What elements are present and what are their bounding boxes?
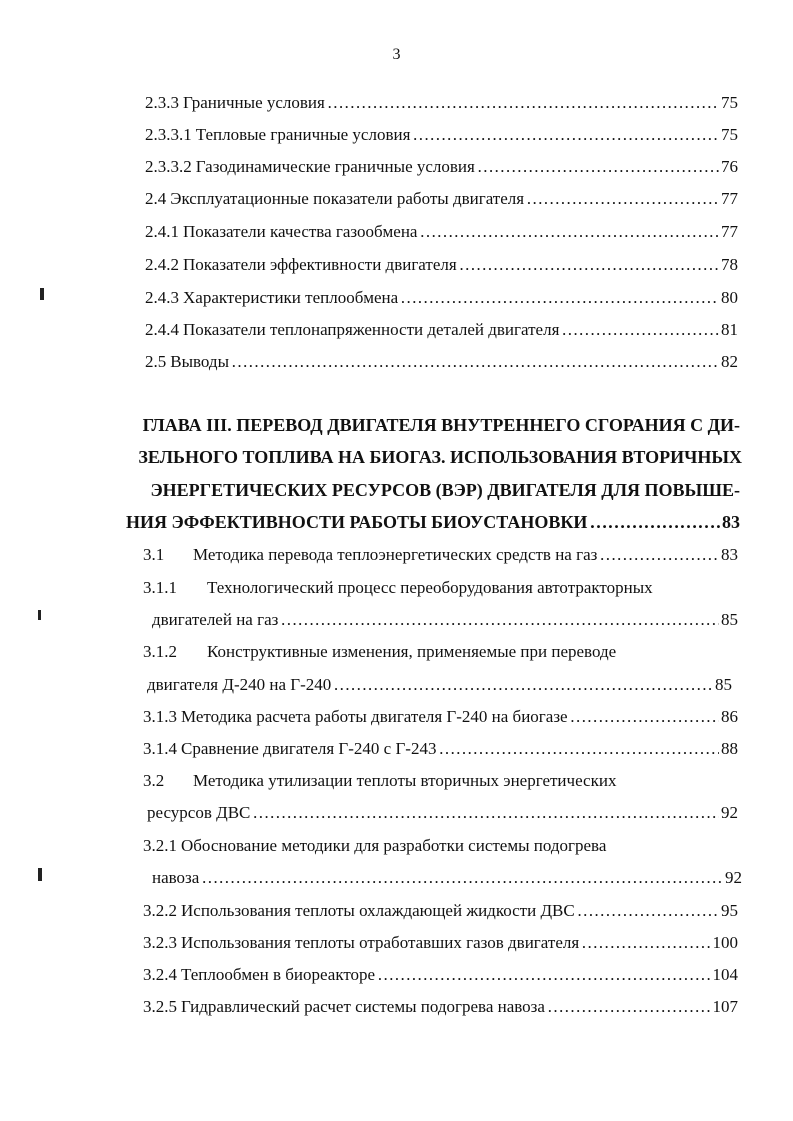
entry-page-number: 92 bbox=[725, 868, 742, 887]
toc-entry bbox=[148, 609, 738, 631]
dot-leader bbox=[459, 254, 719, 276]
entry-title: Конструктивные изменения, применяемые при переводе bbox=[207, 642, 617, 661]
entry-page-number: 75 bbox=[721, 93, 738, 112]
entry-number: 2.3.3.1 bbox=[145, 125, 192, 144]
entry-number: 3.2.1 bbox=[143, 836, 177, 855]
toc-entry bbox=[145, 124, 738, 146]
toc-entry bbox=[143, 738, 738, 760]
dot-leader bbox=[438, 738, 719, 760]
entry-number: 3.2 bbox=[143, 771, 165, 790]
toc-entry bbox=[143, 996, 738, 1018]
toc-entry bbox=[143, 706, 738, 728]
entry-number: 2.5 bbox=[145, 352, 167, 371]
entry-number: 3.1 bbox=[143, 545, 165, 564]
dot-leader bbox=[327, 92, 719, 114]
entry-number: 3.1.2 bbox=[143, 642, 177, 661]
entry-page-number: 86 bbox=[721, 707, 738, 726]
entry-title: Сравнение двигателя Г-240 с Г-243 bbox=[181, 739, 437, 758]
dot-leader bbox=[589, 511, 720, 533]
entry-title: Показатели качества газообмена bbox=[183, 222, 418, 241]
toc-entry bbox=[145, 221, 738, 243]
toc-entry bbox=[145, 254, 738, 276]
toc-entry bbox=[143, 964, 738, 986]
entry-title: Газодинамические граничные условия bbox=[195, 157, 475, 176]
dot-leader bbox=[280, 609, 719, 631]
entry-title: Показатели эффективности двигателя bbox=[183, 255, 457, 274]
entry-title: навоза bbox=[152, 868, 200, 887]
scan-artifact bbox=[38, 868, 42, 881]
toc-entry bbox=[145, 92, 738, 114]
dot-leader bbox=[231, 351, 719, 373]
toc-entry bbox=[145, 188, 738, 210]
dot-leader bbox=[581, 932, 710, 954]
dot-leader bbox=[547, 996, 711, 1018]
entry-number: 2.4.4 bbox=[145, 320, 179, 339]
toc-entry bbox=[145, 287, 738, 309]
entry-title: ГЛАВА III. ПЕРЕВОД ДВИГАТЕЛЯ ВНУТРЕННЕГО СГОРАНИЯ С ДИ- bbox=[142, 415, 740, 435]
toc-entry bbox=[143, 544, 738, 566]
entry-title: Гидравлический расчет системы подогрева навоза bbox=[181, 997, 545, 1016]
entry-page-number: 75 bbox=[721, 125, 738, 144]
entry-title: двигателей на газ bbox=[152, 610, 279, 629]
entry-title: Выводы bbox=[170, 352, 230, 371]
entry-number: 3.2.5 bbox=[143, 997, 177, 1016]
toc-entry bbox=[145, 319, 738, 341]
entry-number: 2.4.1 bbox=[145, 222, 179, 241]
toc-entry bbox=[145, 351, 738, 373]
page-number: 3 bbox=[392, 46, 401, 63]
dot-leader bbox=[526, 188, 719, 210]
entry-title: Характеристики теплообмена bbox=[183, 288, 399, 307]
entry-title: Использования теплоты отработавших газов двигателя bbox=[181, 933, 580, 952]
entry-number: 2.3.3.2 bbox=[145, 157, 192, 176]
toc-entry bbox=[145, 156, 738, 178]
entry-number: 2.4 bbox=[145, 189, 167, 208]
toc-entry bbox=[143, 835, 720, 857]
entry-number: 3.2.2 bbox=[143, 901, 177, 920]
entry-title: Технологический процесс переоборудования автотракторных bbox=[207, 578, 653, 597]
entry-page-number: 83 bbox=[722, 512, 740, 532]
chapter-heading-line bbox=[122, 479, 740, 501]
entry-number: 3.1.1 bbox=[143, 578, 177, 597]
toc-entry bbox=[143, 770, 720, 792]
dot-leader bbox=[570, 706, 719, 728]
entry-page-number: 76 bbox=[721, 157, 738, 176]
entry-number: 2.4.3 bbox=[145, 288, 179, 307]
entry-page-number: 82 bbox=[721, 352, 738, 371]
dot-leader bbox=[400, 287, 719, 309]
entry-page-number: 77 bbox=[721, 189, 738, 208]
entry-number: 2.3.3 bbox=[145, 93, 179, 112]
entry-number: 2.4.2 bbox=[145, 255, 179, 274]
scan-artifact bbox=[38, 610, 41, 620]
entry-page-number: 83 bbox=[721, 545, 738, 564]
entry-page-number: 85 bbox=[715, 675, 732, 694]
dot-leader bbox=[599, 544, 719, 566]
entry-number: 3.2.4 bbox=[143, 965, 177, 984]
entry-title: Тепловые граничные условия bbox=[195, 125, 411, 144]
dot-leader bbox=[252, 802, 719, 824]
toc-entry bbox=[143, 674, 732, 696]
entry-title: Использования теплоты охлаждающей жидкости ДВС bbox=[181, 901, 575, 920]
entry-title: Обоснование методики для разработки системы подогрева bbox=[181, 836, 607, 855]
toc-entry bbox=[143, 577, 720, 599]
toc-entry bbox=[148, 867, 742, 889]
entry-title: НИЯ ЭФФЕКТИВНОСТИ РАБОТЫ БИОУСТАНОВКИ bbox=[126, 512, 588, 532]
entry-number: 3.2.3 bbox=[143, 933, 177, 952]
entry-page-number: 88 bbox=[721, 739, 738, 758]
dot-leader bbox=[577, 900, 719, 922]
entry-title: ЗЕЛЬНОГО ТОПЛИВА НА БИОГАЗ. ИСПОЛЬЗОВАНИЯ ВТОРИЧНЫХ bbox=[138, 447, 742, 467]
entry-page-number: 80 bbox=[721, 288, 738, 307]
entry-page-number: 81 bbox=[721, 320, 738, 339]
chapter-heading-line bbox=[122, 446, 742, 468]
dot-leader bbox=[477, 156, 719, 178]
entry-page-number: 78 bbox=[721, 255, 738, 274]
toc-entry bbox=[143, 641, 720, 663]
entry-title: ресурсов ДВС bbox=[147, 803, 251, 822]
dot-leader bbox=[377, 964, 710, 986]
toc-entry bbox=[143, 900, 738, 922]
chapter-heading-line bbox=[122, 414, 740, 436]
entry-number: 3.1.4 bbox=[143, 739, 177, 758]
dot-leader bbox=[201, 867, 723, 889]
entry-title: Показатели теплонапряженности деталей двигателя bbox=[183, 320, 560, 339]
entry-title: Методика утилизации теплоты вторичных энергетических bbox=[193, 771, 617, 790]
entry-page-number: 107 bbox=[712, 997, 738, 1016]
entry-title: Методика расчета работы двигателя Г-240 на биогазе bbox=[181, 707, 568, 726]
chapter-heading-line bbox=[122, 511, 740, 533]
dot-leader bbox=[333, 674, 713, 696]
entry-page-number: 100 bbox=[712, 933, 738, 952]
dot-leader bbox=[419, 221, 719, 243]
toc-entry bbox=[143, 802, 738, 824]
entry-page-number: 85 bbox=[721, 610, 738, 629]
entry-title: Теплообмен в биореакторе bbox=[181, 965, 376, 984]
entry-title: ЭНЕРГЕТИЧЕСКИХ РЕСУРСОВ (ВЭР) ДВИГАТЕЛЯ ДЛЯ ПОВЫШЕ- bbox=[150, 480, 740, 500]
entry-title: двигателя Д-240 на Г-240 bbox=[147, 675, 332, 694]
entry-page-number: 104 bbox=[712, 965, 738, 984]
entry-page-number: 95 bbox=[721, 901, 738, 920]
entry-page-number: 92 bbox=[721, 803, 738, 822]
entry-number: 3.1.3 bbox=[143, 707, 177, 726]
dot-leader bbox=[561, 319, 719, 341]
entry-title: Эксплуатационные показатели работы двигателя bbox=[170, 189, 525, 208]
entry-title: Граничные условия bbox=[183, 93, 325, 112]
entry-title: Методика перевода теплоэнергетических средств на газ bbox=[193, 545, 598, 564]
toc-entry bbox=[143, 932, 738, 954]
scan-artifact bbox=[40, 288, 44, 300]
entry-page-number: 77 bbox=[721, 222, 738, 241]
dot-leader bbox=[412, 124, 719, 146]
